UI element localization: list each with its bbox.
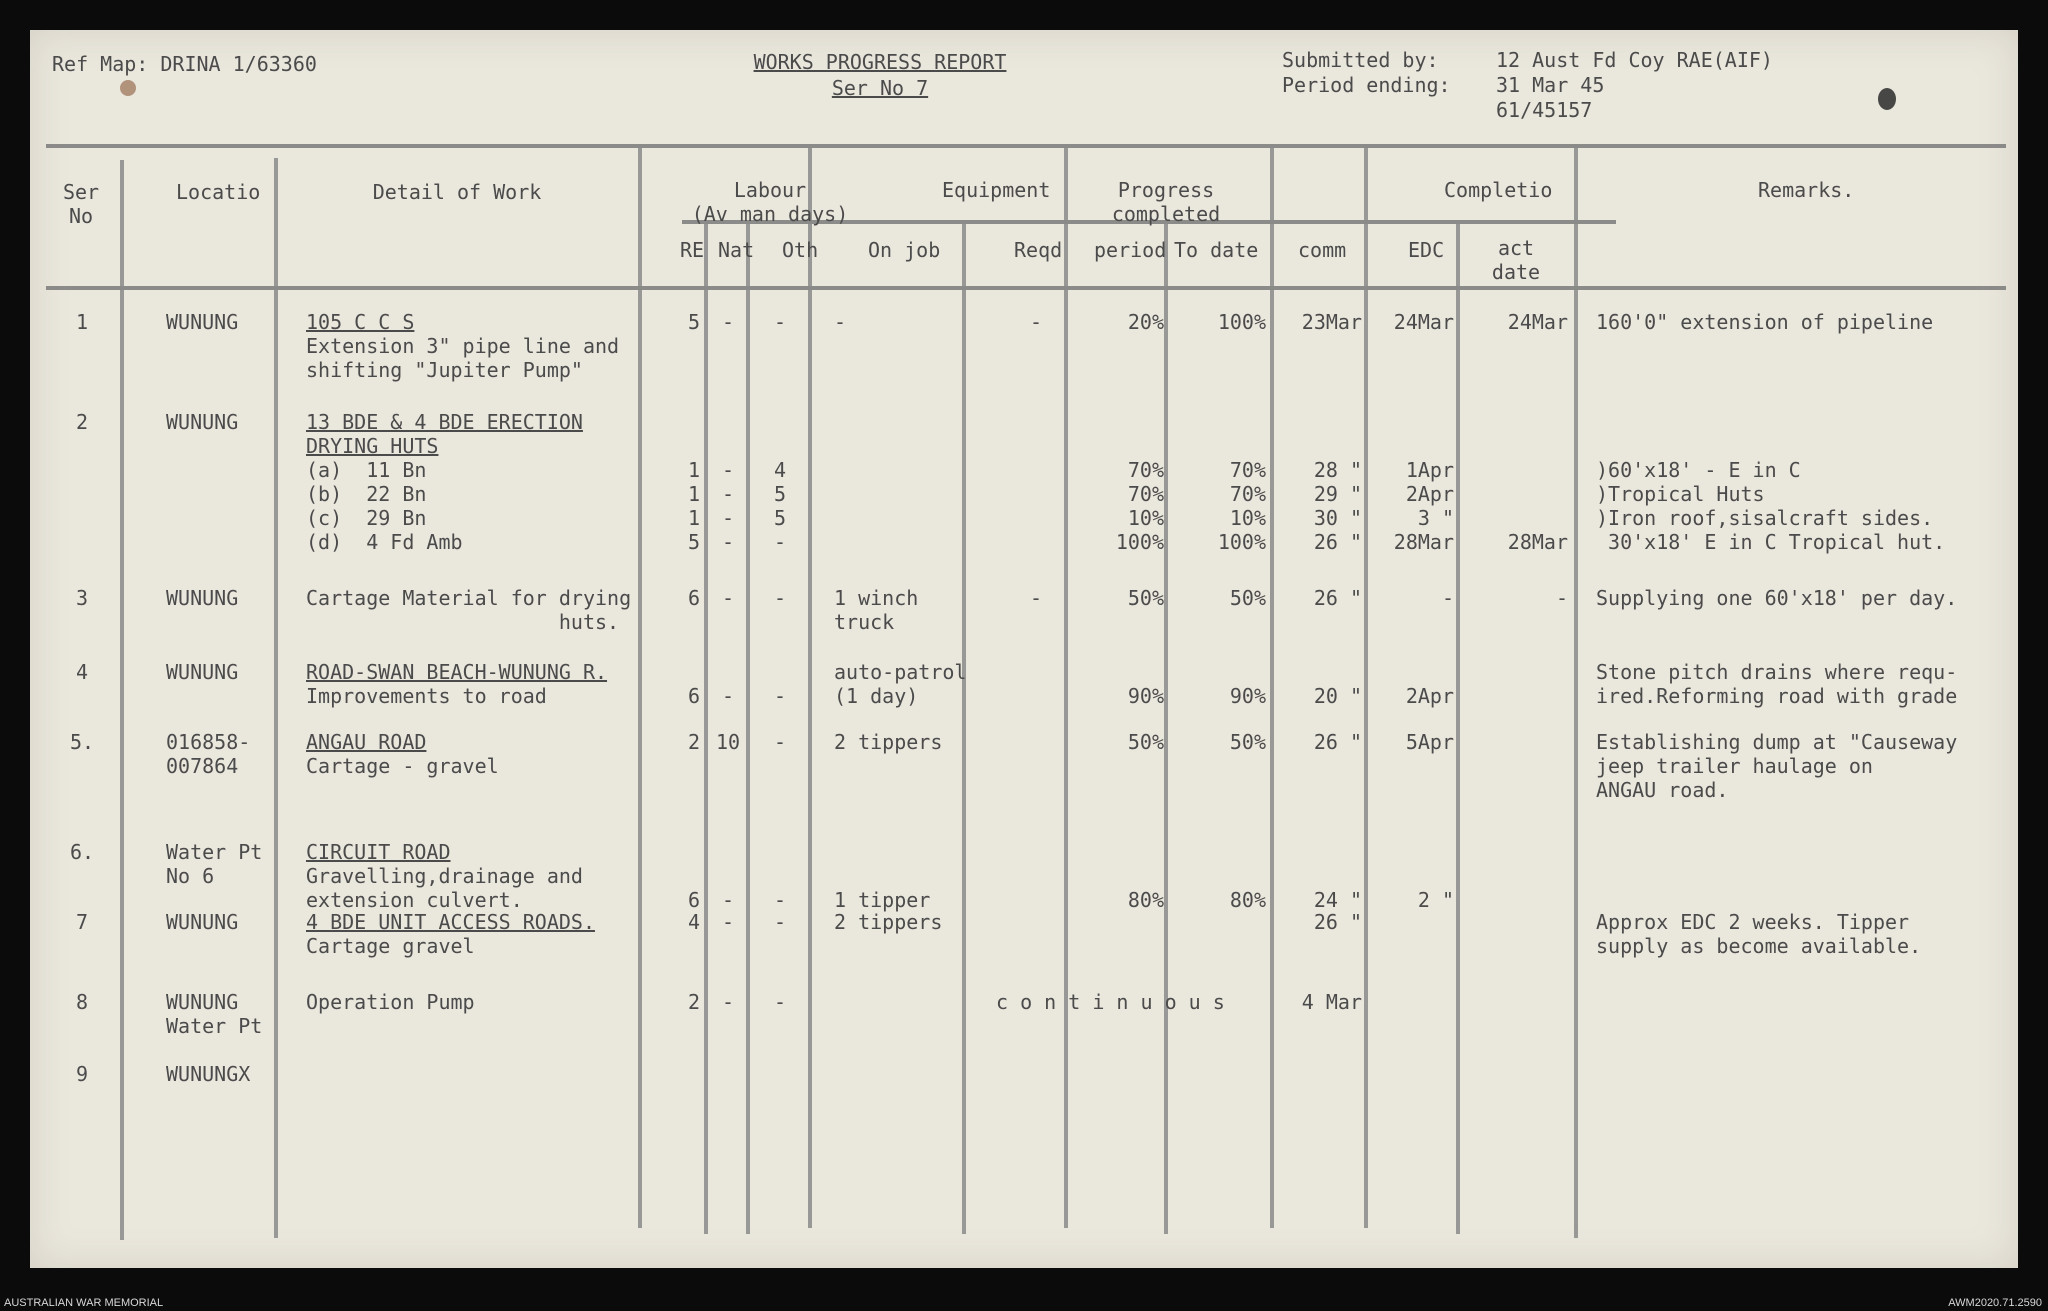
col-divider — [962, 224, 966, 1234]
submitted-label: Submitted by: — [1282, 48, 1439, 72]
row-2-comm: 28 " 29 " 30 " 26 " — [1313, 458, 1362, 554]
header-ser-no: Ser No — [62, 180, 100, 228]
row-1-comm: 23Mar — [1301, 310, 1362, 334]
row-2-oth: 4 5 5 - — [773, 458, 787, 554]
period-label: Period ending: — [1282, 73, 1451, 97]
row-1-oth: - — [773, 310, 787, 334]
row-1-detail: Extension 3" pipe line and shifting "Jupiter Pump" — [306, 334, 620, 382]
row-7-nat: - — [721, 910, 735, 934]
row-7-remarks: Approx EDC 2 weeks. Tipper supply as become available. — [1596, 910, 1922, 958]
row-3-to-date: 50% — [1229, 586, 1266, 610]
row-3-detail: Cartage Material for drying huts. — [306, 586, 632, 634]
row-7-ser: 7 — [75, 910, 89, 934]
row-4-location: WUNUNG — [166, 660, 239, 684]
row-4-detail-title: ROAD-SWAN BEACH-WUNUNG R. — [306, 660, 608, 684]
top-rule — [46, 144, 2006, 148]
row-6-re: 6 — [687, 888, 700, 912]
row-1-remarks: 160'0" extension of pipeline — [1596, 310, 1934, 334]
row-3-re: 6 — [687, 586, 700, 610]
col-divider — [1064, 148, 1068, 1228]
subheader-reqd: Reqd — [1014, 238, 1063, 262]
row-5-re: 2 — [687, 730, 700, 754]
row-5-location: 016858- 007864 — [166, 730, 251, 778]
row-7-detail-title: 4 BDE UNIT ACCESS ROADS. — [306, 910, 595, 934]
subheader-act-date: act date — [1491, 236, 1541, 284]
row-6-nat: - — [721, 888, 735, 912]
row-5-to-date: 50% — [1229, 730, 1266, 754]
ser-no: Ser No 7 — [831, 76, 929, 100]
col-divider — [638, 148, 642, 1228]
row-6-detail-title: CIRCUIT ROAD — [306, 840, 451, 864]
header-location: Locatio — [176, 180, 261, 204]
row-8-re: 2 — [687, 990, 700, 1014]
col-divider — [704, 224, 708, 1234]
header-remarks: Remarks. — [1758, 178, 1855, 202]
row-8-ser: 8 — [75, 990, 89, 1014]
ref-number: 61/45157 — [1496, 98, 1593, 122]
row-3-act: - — [1555, 586, 1568, 610]
row-7-location: WUNUNG — [166, 910, 239, 934]
row-9-ser: 9 — [75, 1062, 89, 1086]
footer-right: AWM2020.71.2590 — [1948, 1297, 2042, 1309]
row-5-ser: 5. — [69, 730, 95, 754]
row-6-comm: 24 " — [1313, 888, 1362, 912]
row-6-ser: 6. — [69, 840, 95, 864]
subheader-period: period — [1094, 238, 1167, 262]
header-completion: Completio — [1444, 178, 1553, 202]
row-4-oth: - — [773, 684, 787, 708]
row-8-comm: 4 Mar — [1301, 990, 1362, 1014]
ref-map: Ref Map: DRINA 1/63360 — [52, 52, 317, 76]
subheader-comm: comm — [1298, 238, 1347, 262]
row-3-reqd: - — [1029, 586, 1043, 610]
row-6-to-date: 80% — [1229, 888, 1266, 912]
col-divider — [1456, 224, 1460, 1234]
row-2-nat: - - - - — [721, 458, 735, 554]
row-1-ser: 1 — [75, 310, 89, 334]
row-3-on-job: 1 winch truck — [834, 586, 919, 634]
row-2-detail-title: 13 BDE & 4 BDE ERECTION DRYING HUTS — [306, 410, 583, 458]
row-5-oth: - — [773, 730, 787, 754]
row-4-detail: Improvements to road — [306, 684, 547, 708]
row-4-ser: 4 — [75, 660, 89, 684]
row-4-edc: 2Apr — [1405, 684, 1454, 708]
col-divider — [808, 148, 812, 1228]
row-2-location: WUNUNG — [166, 410, 239, 434]
subheader-re: RE — [680, 238, 705, 262]
row-1-to-date: 100% — [1217, 310, 1266, 334]
row-1-location: WUNUNG — [166, 310, 239, 334]
col-divider — [120, 160, 124, 1240]
row-1-nat: - — [721, 310, 735, 334]
row-2-to-date: 70% 70% 10% 100% — [1217, 458, 1266, 554]
row-8-location: WUNUNG Water Pt — [166, 990, 263, 1038]
period-value: 31 Mar 45 — [1496, 73, 1605, 97]
row-4-remarks: Stone pitch drains where requ- ired.Reforming road with grade — [1596, 660, 1958, 708]
row-2-act: 28Mar — [1507, 530, 1568, 554]
row-2-edc: 1Apr 2Apr 3 " 28Mar — [1393, 458, 1454, 554]
row-4-period: 90% — [1127, 684, 1164, 708]
row-6-period: 80% — [1127, 888, 1164, 912]
row-8-detail: Operation Pump — [306, 990, 475, 1014]
row-7-detail: Cartage gravel — [306, 934, 475, 958]
report-title: WORKS PROGRESS REPORT — [753, 50, 1007, 74]
row-1-act: 24Mar — [1507, 310, 1568, 334]
submitted-value: 12 Aust Fd Coy RAE(AIF) — [1496, 48, 1773, 72]
row-3-remarks: Supplying one 60'x18' per day. — [1596, 586, 1958, 610]
row-1-on-job: - — [834, 310, 847, 334]
row-2-detail: (a) 11 Bn (b) 22 Bn (c) 29 Bn (d) 4 Fd Amb — [306, 458, 463, 554]
punch-hole — [1878, 88, 1896, 110]
row-4-comm: 20 " — [1313, 684, 1362, 708]
document-paper — [30, 30, 2018, 1268]
col-divider — [1574, 148, 1578, 1238]
subheader-to-date: To date — [1174, 238, 1259, 262]
row-5-period: 50% — [1127, 730, 1164, 754]
rust-stain — [120, 80, 136, 96]
footer-left: AUSTRALIAN WAR MEMORIAL — [4, 1297, 164, 1309]
row-6-oth: - — [773, 888, 787, 912]
row-1-edc: 24Mar — [1393, 310, 1454, 334]
header-equipment: Equipment — [942, 178, 1051, 202]
row-7-oth: - — [773, 910, 787, 934]
row-1-re: 5 — [687, 310, 700, 334]
subheader-nat: Nat — [718, 238, 755, 262]
row-3-period: 50% — [1127, 586, 1164, 610]
row-5-detail-title: ANGAU ROAD — [306, 730, 427, 754]
subheader-on-job: On job — [868, 238, 941, 262]
row-6-location: Water Pt No 6 — [166, 840, 263, 888]
row-1-period: 20% — [1127, 310, 1164, 334]
row-3-oth: - — [773, 586, 787, 610]
row-2-remarks: )60'x18' - E in C )Tropical Huts )Iron roof,sisalcraft sides. 30'x18' E in C Tropical hut. — [1596, 458, 1946, 554]
row-8-nat: - — [721, 990, 735, 1014]
row-5-remarks: Establishing dump at "Causeway jeep trailer haulage on ANGAU road. — [1596, 730, 1958, 802]
row-5-edc: 5Apr — [1405, 730, 1454, 754]
row-2-ser: 2 — [75, 410, 89, 434]
row-2-re: 1 1 1 5 — [687, 458, 700, 554]
col-divider — [1164, 224, 1168, 1234]
row-8-span-text: c o n t i n u o u s — [996, 990, 1225, 1014]
row-5-comm: 26 " — [1313, 730, 1362, 754]
header-bottom-rule — [46, 286, 2006, 290]
row-9-location: WUNUNGX — [166, 1062, 251, 1086]
row-5-detail: Cartage - gravel — [306, 754, 499, 778]
row-3-nat: - — [721, 586, 735, 610]
row-7-re: 4 — [687, 910, 700, 934]
row-4-re: 6 — [687, 684, 700, 708]
col-divider — [746, 224, 750, 1234]
row-8-oth: - — [773, 990, 787, 1014]
row-4-on-job: auto-patrol (1 day) — [834, 660, 967, 708]
row-5-on-job: 2 tippers — [834, 730, 943, 754]
row-4-nat: - — [721, 684, 735, 708]
row-3-edc: - — [1441, 586, 1454, 610]
row-1-reqd: - — [1029, 310, 1043, 334]
row-6-detail: Gravelling,drainage and extension culvert. — [306, 864, 583, 912]
row-3-location: WUNUNG — [166, 586, 239, 610]
header-progress: Progress completed — [1111, 178, 1221, 226]
row-6-edc: 2 " — [1417, 888, 1454, 912]
row-4-to-date: 90% — [1229, 684, 1266, 708]
subheader-edc: EDC — [1408, 238, 1445, 262]
row-3-ser: 3 — [75, 586, 89, 610]
row-2-period: 70% 70% 10% 100% — [1115, 458, 1164, 554]
row-1-detail-title: 105 C C S — [306, 310, 415, 334]
row-6-on-job: 1 tipper — [834, 888, 931, 912]
row-3-comm: 26 " — [1313, 586, 1362, 610]
row-7-on-job: 2 tippers — [834, 910, 943, 934]
row-5-nat: 10 — [715, 730, 741, 754]
header-labour: Labour (Av man days) — [691, 178, 849, 226]
subheader-oth: Oth — [782, 238, 819, 262]
row-7-comm: 26 " — [1313, 910, 1362, 934]
header-detail: Detail of Work — [372, 180, 542, 204]
